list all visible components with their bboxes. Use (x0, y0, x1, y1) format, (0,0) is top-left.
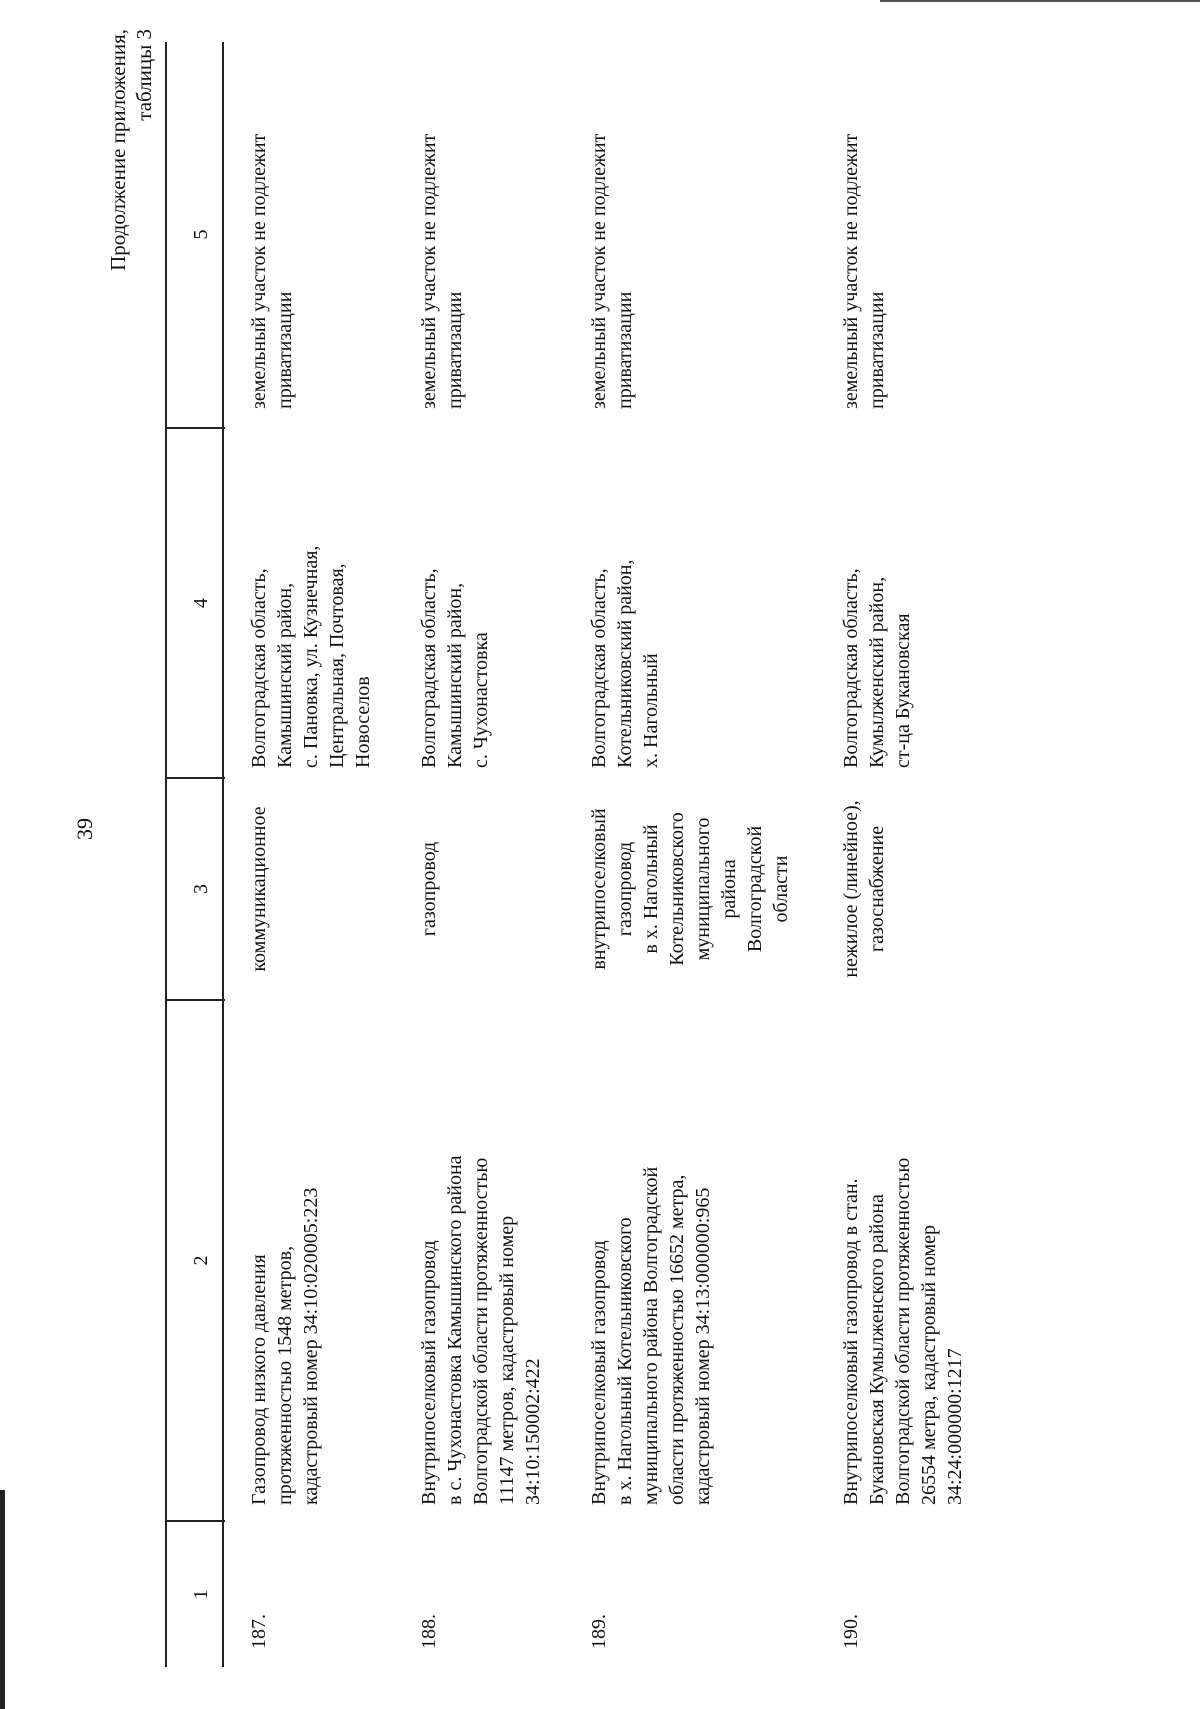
object-note (246, 134, 298, 409)
column-header: 2 (190, 1255, 212, 1266)
row-number: 188. (418, 1614, 440, 1649)
text-line: 34:10:150002:422 (522, 1358, 544, 1505)
column-header: 5 (190, 229, 212, 240)
text-line: Букановская Кумылженского района (866, 1194, 888, 1505)
row-number: 187. (248, 1614, 270, 1649)
text-line: 11147 метров, кадастровый номер (496, 1215, 518, 1505)
table-top-rule (165, 42, 167, 1667)
text-line: с. Чухонастовка (470, 632, 492, 768)
text-line: области протяженностью 16652 метра, (666, 1174, 688, 1505)
text-line: муниципального (692, 817, 714, 961)
text-line: Новоселов (352, 676, 374, 768)
object-purpose (416, 779, 442, 999)
text-line: внутрипоселковый (588, 808, 610, 970)
object-address (246, 546, 376, 768)
column-header: 4 (190, 598, 212, 608)
continuation-line: таблицы 3 (132, 29, 156, 121)
text-line: х. Нагольный (640, 653, 662, 768)
text-line: приватизации (274, 291, 296, 409)
object-name (838, 1158, 968, 1505)
object-note (416, 134, 468, 409)
object-note (838, 134, 890, 409)
text-line: земельный участок не подлежит (418, 133, 440, 409)
text-line: 26554 метра, кадастровый номер (918, 1224, 940, 1505)
text-line: Волгоградская область, (418, 568, 440, 768)
text-line: Волгоградской (744, 825, 766, 953)
text-line: приватизации (444, 291, 466, 409)
text-line: газопровод (418, 841, 440, 937)
object-address (838, 568, 916, 768)
row-number: 189. (588, 1614, 610, 1649)
text-line: приватизации (614, 291, 636, 409)
continuation-line: Продолжение приложения, (106, 29, 130, 271)
text-line: газопровод (614, 841, 636, 937)
text-line: Центральная, Почтовая, (326, 563, 348, 768)
object-purpose (586, 779, 794, 999)
object-address (586, 559, 664, 768)
text-line: в х. Нагольный Котельниковского (614, 1217, 636, 1505)
text-line: Кумылженский район, (866, 576, 888, 768)
text-line: области (770, 855, 792, 923)
column-header: 3 (190, 884, 212, 894)
text-line: в с. Чухонастовка Камышинского района (444, 1155, 466, 1505)
text-line: Котельниковский район, (614, 559, 636, 768)
text-line: в х. Нагольный (640, 824, 662, 954)
text-line: Волгоградской области протяженностью (892, 1157, 914, 1505)
object-name (416, 1155, 546, 1505)
text-line: нежилое (линейное), (840, 800, 862, 978)
text-line: приватизации (866, 291, 888, 409)
object-name (586, 1167, 716, 1505)
text-line: Внутрипоселковый газопровод (418, 1240, 440, 1505)
object-note (586, 134, 638, 409)
text-line: газоснабжение (866, 825, 888, 953)
text-line: Газопровод низкого давления (248, 1254, 270, 1505)
text-line: 34:24:000000:1217 (944, 1348, 966, 1505)
text-line: Камышинский район, (444, 582, 466, 768)
continuation-note (105, 29, 157, 349)
text-line: Волгоградская область, (588, 568, 610, 768)
text-line: земельный участок не подлежит (248, 133, 270, 409)
text-line: Волгоградская область, (248, 568, 270, 768)
text-line: земельный участок не подлежит (840, 133, 862, 409)
text-line: коммуникационное (248, 806, 270, 972)
text-line: Внутрипоселковый газопровод (588, 1240, 610, 1505)
text-line: Волгоградской области протяженностью (470, 1157, 492, 1505)
page-number: 39 (72, 818, 97, 840)
object-purpose (838, 779, 890, 999)
text-line: Внутрипоселковый газопровод в стан. (840, 1178, 862, 1505)
text-line: протяженностью 1548 метров, (274, 1245, 296, 1505)
object-address (416, 568, 494, 768)
table-header-rule (222, 42, 224, 1667)
column-header: 1 (190, 1589, 212, 1600)
object-name (246, 1188, 324, 1505)
text-line: с. Пановка, ул. Кузнечная, (300, 545, 322, 768)
text-line: земельный участок не подлежит (588, 133, 610, 409)
text-line: района (718, 859, 740, 919)
text-line: Волгоградская область, (840, 568, 862, 768)
text-line: ст-ца Букановская (892, 613, 914, 768)
text-line: муниципального района Волгоградской (640, 1166, 662, 1505)
text-line: Котельниковского (666, 812, 688, 966)
object-purpose (246, 779, 272, 999)
text-line: кадастровый номер 34:13:000000:965 (692, 1187, 714, 1505)
row-number: 190. (840, 1614, 862, 1649)
text-line: кадастровый номер 34:10:020005:223 (300, 1187, 322, 1505)
text-line: Камышинский район, (274, 582, 296, 768)
